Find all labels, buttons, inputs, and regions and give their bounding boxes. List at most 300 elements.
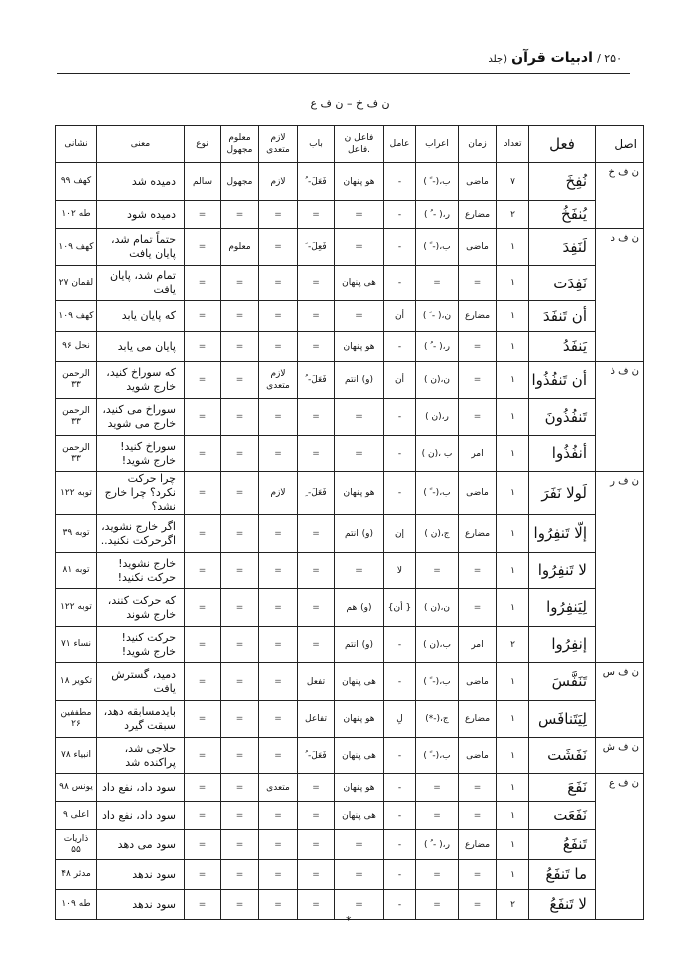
root-cell: ن ف ذ: [596, 362, 644, 472]
voice-cell: =: [221, 589, 259, 627]
table-row: [56, 627, 644, 663]
pattern-cell: فَعَلَ- ُ: [298, 738, 335, 774]
subject-cell: =: [335, 830, 384, 860]
meaning-cell: سود ندهد: [97, 890, 185, 920]
transitivity-cell: =: [259, 701, 298, 738]
transitivity-cell: لازم: [259, 472, 298, 515]
reference-cell: کهف ۱۰۹: [56, 229, 97, 266]
pattern-cell: تفاعل: [298, 701, 335, 738]
transitivity-cell: =: [259, 802, 298, 830]
inflection-cell: ر،( - ُ ): [416, 201, 459, 229]
reference-cell: مطففین ۲۶: [56, 701, 97, 738]
table-row: [56, 738, 644, 774]
verb-cell: ما تَنفَعُ: [529, 860, 596, 890]
voice-cell: =: [221, 515, 259, 553]
meaning-cell: حتماً تمام شد، پایان یافت: [97, 229, 185, 266]
type-cell: =: [185, 701, 221, 738]
reference-cell: یونس ۹۸: [56, 774, 97, 802]
type-cell: =: [185, 399, 221, 436]
agent-particle-cell: -: [384, 860, 416, 890]
verb-cell: إنفِرُوا: [529, 627, 596, 663]
voice-cell: =: [221, 663, 259, 701]
pattern-cell: =: [298, 774, 335, 802]
subject-cell: =: [335, 436, 384, 472]
transitivity-cell: =: [259, 201, 298, 229]
subject-cell: هو پنهان: [335, 163, 384, 201]
count-cell: ۲: [497, 890, 529, 920]
table-row: [56, 229, 644, 266]
inflection-cell: ج،(ن ): [416, 515, 459, 553]
type-cell: =: [185, 627, 221, 663]
agent-particle-cell: -: [384, 266, 416, 301]
pattern-cell: =: [298, 201, 335, 229]
meaning-cell: سود ندهد: [97, 860, 185, 890]
subject-cell: هی پنهان: [335, 738, 384, 774]
tense-cell: مضارع: [459, 515, 497, 553]
voice-cell: =: [221, 301, 259, 332]
inflection-cell: ن،(ن ): [416, 362, 459, 399]
table-row: [56, 515, 644, 553]
type-cell: =: [185, 229, 221, 266]
agent-particle-cell: -: [384, 229, 416, 266]
reference-cell: توبه ۳۹: [56, 515, 97, 553]
inflection-cell: ب،(ن ): [416, 627, 459, 663]
table-row: [56, 163, 644, 201]
subject-cell: =: [335, 301, 384, 332]
meaning-cell: تمام شد، پایان یافت: [97, 266, 185, 301]
inflection-cell: =: [416, 266, 459, 301]
tense-cell: =: [459, 332, 497, 362]
pattern-cell: =: [298, 890, 335, 920]
verb-cell: أنفُذُوا: [529, 436, 596, 472]
type-cell: =: [185, 266, 221, 301]
meaning-cell: سود داد، نفع داد: [97, 802, 185, 830]
agent-particle-cell: -: [384, 663, 416, 701]
inflection-cell: ر،( - ُ ): [416, 830, 459, 860]
reference-cell: انبیاء ۷۸: [56, 738, 97, 774]
voice-cell: =: [221, 860, 259, 890]
type-cell: =: [185, 830, 221, 860]
count-cell: ۱: [497, 663, 529, 701]
agent-particle-cell: -: [384, 332, 416, 362]
col-header-root: اصل: [596, 126, 644, 163]
subject-cell: هی پنهان: [335, 663, 384, 701]
agent-particle-cell: -: [384, 890, 416, 920]
count-cell: ۱: [497, 701, 529, 738]
verb-cell: تَنفَعُ: [529, 830, 596, 860]
voice-cell: =: [221, 802, 259, 830]
tense-cell: ماضی: [459, 738, 497, 774]
table-row: [56, 553, 644, 589]
meaning-cell: خارج نشوید! حرکت نکنید!: [97, 553, 185, 589]
transitivity-cell: =: [259, 229, 298, 266]
subject-cell: (و) انتم: [335, 362, 384, 399]
inflection-cell: ب،(- ً ): [416, 163, 459, 201]
pattern-cell: فَعَلَ- ُ: [298, 362, 335, 399]
count-cell: ۱: [497, 774, 529, 802]
pattern-cell: فَعَلَ- ِ: [298, 472, 335, 515]
inflection-cell: ن،(ن ): [416, 589, 459, 627]
col-header-type: نوع: [185, 126, 221, 163]
tense-cell: =: [459, 890, 497, 920]
count-cell: ۲: [497, 627, 529, 663]
transitivity-cell: =: [259, 515, 298, 553]
pattern-cell: =: [298, 332, 335, 362]
inflection-cell: =: [416, 890, 459, 920]
col-header-meaning: معنی: [97, 126, 185, 163]
inflection-cell: ب،(- ً ): [416, 738, 459, 774]
meaning-cell: سوراخ می کنید، خارج می شوید: [97, 399, 185, 436]
reference-cell: توبه ۸۱: [56, 553, 97, 589]
tense-cell: مضارع: [459, 201, 497, 229]
type-cell: =: [185, 362, 221, 399]
reference-cell: الرحمن ۳۳: [56, 436, 97, 472]
pattern-cell: =: [298, 860, 335, 890]
subject-cell: =: [335, 890, 384, 920]
subject-cell: =: [335, 229, 384, 266]
meaning-cell: بایدمسابقه دهد، سبقت گیرد: [97, 701, 185, 738]
type-cell: =: [185, 553, 221, 589]
type-cell: =: [185, 663, 221, 701]
verb-cell: نَفِدَت: [529, 266, 596, 301]
count-cell: ۱: [497, 515, 529, 553]
tense-cell: امر: [459, 627, 497, 663]
voice-cell: =: [221, 553, 259, 589]
subject-cell: هی پنهان: [335, 266, 384, 301]
table-row: [56, 472, 644, 515]
tense-cell: =: [459, 553, 497, 589]
meaning-cell: دمیده شد: [97, 163, 185, 201]
type-cell: =: [185, 774, 221, 802]
root-cell: ن ف ش: [596, 738, 644, 774]
verb-cell: أن تَنفُذُوا: [529, 362, 596, 399]
col-header-agent-particle: عامل: [384, 126, 416, 163]
agent-particle-cell: لِ: [384, 701, 416, 738]
count-cell: ۱: [497, 553, 529, 589]
verb-cell: نَفَعَت: [529, 802, 596, 830]
tense-cell: مضارع: [459, 301, 497, 332]
col-header-reference: نشانی: [56, 126, 97, 163]
inflection-cell: ب،(- ً ): [416, 663, 459, 701]
meaning-cell: که سوراخ کنید، خارج شوید: [97, 362, 185, 399]
running-head: [488, 50, 622, 66]
reference-cell: الرحمن ۳۳: [56, 362, 97, 399]
inflection-cell: ن،( - َ ): [416, 301, 459, 332]
reference-cell: تکویر ۱۸: [56, 663, 97, 701]
type-cell: =: [185, 301, 221, 332]
transitivity-cell: =: [259, 830, 298, 860]
table-row: [56, 774, 644, 802]
agent-particle-cell: -: [384, 201, 416, 229]
table-row: [56, 860, 644, 890]
agent-particle-cell: -: [384, 436, 416, 472]
reference-cell: مدثر ۴۸: [56, 860, 97, 890]
count-cell: ۱: [497, 589, 529, 627]
pattern-cell: =: [298, 399, 335, 436]
agent-particle-cell: أن: [384, 362, 416, 399]
agent-particle-cell: -: [384, 163, 416, 201]
type-cell: =: [185, 738, 221, 774]
col-header-inflection: اعراب: [416, 126, 459, 163]
type-cell: =: [185, 472, 221, 515]
verb-cell: نُفِخَ: [529, 163, 596, 201]
verb-cell: لِيَتَنافَس: [529, 701, 596, 738]
voice-cell: =: [221, 701, 259, 738]
transitivity-cell: =: [259, 301, 298, 332]
meaning-cell: سود می دهد: [97, 830, 185, 860]
agent-particle-cell: أن: [384, 301, 416, 332]
transitivity-cell: متعدی: [259, 774, 298, 802]
inflection-cell: ج،(-*): [416, 701, 459, 738]
verb-cell: يَنفَدُ: [529, 332, 596, 362]
reference-cell: لقمان ۲۷: [56, 266, 97, 301]
tense-cell: =: [459, 266, 497, 301]
count-cell: ۷: [497, 163, 529, 201]
pattern-cell: =: [298, 436, 335, 472]
header-row: [56, 126, 644, 163]
subject-cell: (و) هم: [335, 589, 384, 627]
table-row: [56, 201, 644, 229]
reference-cell: کهف ۱۰۹: [56, 301, 97, 332]
tense-cell: امر: [459, 436, 497, 472]
verb-cell: لا تَنفِرُوا: [529, 553, 596, 589]
meaning-cell: سود داد، نفع داد: [97, 774, 185, 802]
tense-cell: ماضی: [459, 472, 497, 515]
tense-cell: =: [459, 860, 497, 890]
agent-particle-cell: -: [384, 830, 416, 860]
voice-cell: =: [221, 890, 259, 920]
subject-cell: هو پنهان: [335, 332, 384, 362]
pattern-cell: فَعَلَ- ُ: [298, 163, 335, 201]
root-cell: ن ف س: [596, 663, 644, 738]
meaning-cell: که پایان یابد: [97, 301, 185, 332]
col-header-transitivity: لازم متعدی: [259, 126, 298, 163]
count-cell: ۱: [497, 229, 529, 266]
type-cell: =: [185, 589, 221, 627]
type-cell: سالم: [185, 163, 221, 201]
book-title: ادبیات قرآن: [511, 50, 593, 66]
pattern-cell: =: [298, 802, 335, 830]
subject-cell: (و) انتم: [335, 627, 384, 663]
verb-cell: لِيَنفِرُوا: [529, 589, 596, 627]
root-cell: ن ف ع: [596, 774, 644, 920]
pattern-cell: =: [298, 830, 335, 860]
type-cell: =: [185, 332, 221, 362]
count-cell: ۱: [497, 332, 529, 362]
transitivity-cell: =: [259, 553, 298, 589]
voice-cell: مجهول: [221, 163, 259, 201]
table-row: [56, 266, 644, 301]
verb-cell: إلّا تَنفِرُوا: [529, 515, 596, 553]
table-row: [56, 362, 644, 399]
count-cell: ۱: [497, 436, 529, 472]
agent-particle-cell: -: [384, 399, 416, 436]
reference-cell: طه ۱۰۹: [56, 890, 97, 920]
count-cell: ۱: [497, 362, 529, 399]
agent-particle-cell: -: [384, 738, 416, 774]
voice-cell: =: [221, 774, 259, 802]
voice-cell: =: [221, 362, 259, 399]
tense-cell: =: [459, 399, 497, 436]
reference-cell: توبه ۱۲۲: [56, 589, 97, 627]
subject-cell: هو پنهان: [335, 472, 384, 515]
tense-cell: ماضی: [459, 163, 497, 201]
verb-analysis-table: [55, 125, 644, 920]
pattern-cell: =: [298, 266, 335, 301]
inflection-cell: ب ،(ن ): [416, 436, 459, 472]
transitivity-cell: =: [259, 860, 298, 890]
verb-cell: نَفَشَت: [529, 738, 596, 774]
subject-cell: =: [335, 201, 384, 229]
verb-cell: لا تَنفَعُ: [529, 890, 596, 920]
transitivity-cell: =: [259, 332, 298, 362]
reference-cell: الرحمن ۳۳: [56, 399, 97, 436]
voice-cell: =: [221, 266, 259, 301]
agent-particle-cell: إن: [384, 515, 416, 553]
reference-cell: توبه ۱۲۲: [56, 472, 97, 515]
transitivity-cell: =: [259, 266, 298, 301]
verb-cell: أن تَنفَدَ: [529, 301, 596, 332]
pattern-cell: تفعل: [298, 663, 335, 701]
transitivity-cell: =: [259, 890, 298, 920]
header-rule: [57, 73, 630, 74]
page-number: ۲۵۰ /: [597, 52, 622, 65]
voice-cell: =: [221, 436, 259, 472]
count-cell: ۲: [497, 201, 529, 229]
table-row: [56, 663, 644, 701]
meaning-cell: پایان می یابد: [97, 332, 185, 362]
agent-particle-cell: { أن}: [384, 589, 416, 627]
type-cell: =: [185, 890, 221, 920]
tense-cell: =: [459, 774, 497, 802]
inflection-cell: =: [416, 802, 459, 830]
col-header-pattern: باب: [298, 126, 335, 163]
subject-cell: هو پنهان: [335, 774, 384, 802]
count-cell: ۱: [497, 399, 529, 436]
transitivity-cell: =: [259, 663, 298, 701]
subject-cell: (و) انتم: [335, 515, 384, 553]
pattern-cell: =: [298, 589, 335, 627]
table-row: [56, 802, 644, 830]
pattern-cell: =: [298, 515, 335, 553]
meaning-cell: که حرکت کنند، خارج شوند: [97, 589, 185, 627]
voice-cell: =: [221, 830, 259, 860]
inflection-cell: ب،(- ً ): [416, 229, 459, 266]
transitivity-cell: =: [259, 738, 298, 774]
count-cell: ۱: [497, 802, 529, 830]
pattern-cell: =: [298, 553, 335, 589]
table-row: [56, 701, 644, 738]
count-cell: ۱: [497, 301, 529, 332]
meaning-cell: دمید، گسترش یافت: [97, 663, 185, 701]
col-header-subject: فاعل ن .فاعل: [335, 126, 384, 163]
col-header-count: تعداد: [497, 126, 529, 163]
root-cell: ن ف خ: [596, 163, 644, 229]
type-cell: =: [185, 515, 221, 553]
type-cell: =: [185, 860, 221, 890]
type-cell: =: [185, 802, 221, 830]
subject-cell: =: [335, 399, 384, 436]
verb-cell: تَنَفَّسَ: [529, 663, 596, 701]
pattern-cell: فَعِلَ- َ: [298, 229, 335, 266]
tense-cell: مضارع: [459, 701, 497, 738]
verb-cell: تَنفُذُونَ: [529, 399, 596, 436]
type-cell: =: [185, 436, 221, 472]
voice-cell: معلوم: [221, 229, 259, 266]
volume-label: (جلد: [488, 54, 507, 65]
tense-cell: =: [459, 589, 497, 627]
table-row: [56, 436, 644, 472]
voice-cell: =: [221, 472, 259, 515]
voice-cell: =: [221, 738, 259, 774]
subject-cell: هو پنهان: [335, 701, 384, 738]
footer-mark: *: [346, 914, 352, 927]
reference-cell: نساء ۷۱: [56, 627, 97, 663]
voice-cell: =: [221, 332, 259, 362]
table-row: [56, 301, 644, 332]
tense-cell: =: [459, 802, 497, 830]
count-cell: ۱: [497, 472, 529, 515]
agent-particle-cell: -: [384, 802, 416, 830]
meaning-cell: دمیده شود: [97, 201, 185, 229]
section-title: ن ف خ – ن ف ع: [310, 97, 390, 110]
table-row: [56, 332, 644, 362]
inflection-cell: ر،( - ُ ): [416, 332, 459, 362]
verb-cell: نَفَعَ: [529, 774, 596, 802]
voice-cell: =: [221, 627, 259, 663]
agent-particle-cell: -: [384, 627, 416, 663]
pattern-cell: =: [298, 627, 335, 663]
subject-cell: =: [335, 860, 384, 890]
subject-cell: =: [335, 553, 384, 589]
count-cell: ۱: [497, 266, 529, 301]
inflection-cell: =: [416, 860, 459, 890]
col-header-tense: زمان: [459, 126, 497, 163]
meaning-cell: سوراخ کنید! خارج شوید!: [97, 436, 185, 472]
table-row: [56, 589, 644, 627]
reference-cell: کهف ۹۹: [56, 163, 97, 201]
meaning-cell: چرا حرکت نکرد؟ چرا خارج نشد؟: [97, 472, 185, 515]
root-cell: ن ف د: [596, 229, 644, 362]
meaning-cell: اگر خارج نشوید، اگرحرکت نکنید..: [97, 515, 185, 553]
transitivity-cell: =: [259, 436, 298, 472]
verb-cell: يُنفَخُ: [529, 201, 596, 229]
reference-cell: اعلی ۹: [56, 802, 97, 830]
pattern-cell: =: [298, 301, 335, 332]
tense-cell: =: [459, 362, 497, 399]
transitivity-cell: =: [259, 589, 298, 627]
table-row: [56, 830, 644, 860]
inflection-cell: ب،(- ً ): [416, 472, 459, 515]
table-row: [56, 399, 644, 436]
verb-cell: لَولا نَفَرَ: [529, 472, 596, 515]
reference-cell: نحل ۹۶: [56, 332, 97, 362]
tense-cell: ماضی: [459, 663, 497, 701]
col-header-verb: فعل: [529, 126, 596, 163]
subject-cell: هی پنهان: [335, 802, 384, 830]
count-cell: ۱: [497, 738, 529, 774]
voice-cell: =: [221, 201, 259, 229]
transitivity-cell: =: [259, 627, 298, 663]
reference-cell: ذاریات ۵۵: [56, 830, 97, 860]
count-cell: ۱: [497, 830, 529, 860]
transitivity-cell: =: [259, 399, 298, 436]
tense-cell: ماضی: [459, 229, 497, 266]
root-cell: ن ف ر: [596, 472, 644, 663]
count-cell: ۱: [497, 860, 529, 890]
agent-particle-cell: -: [384, 774, 416, 802]
type-cell: =: [185, 201, 221, 229]
